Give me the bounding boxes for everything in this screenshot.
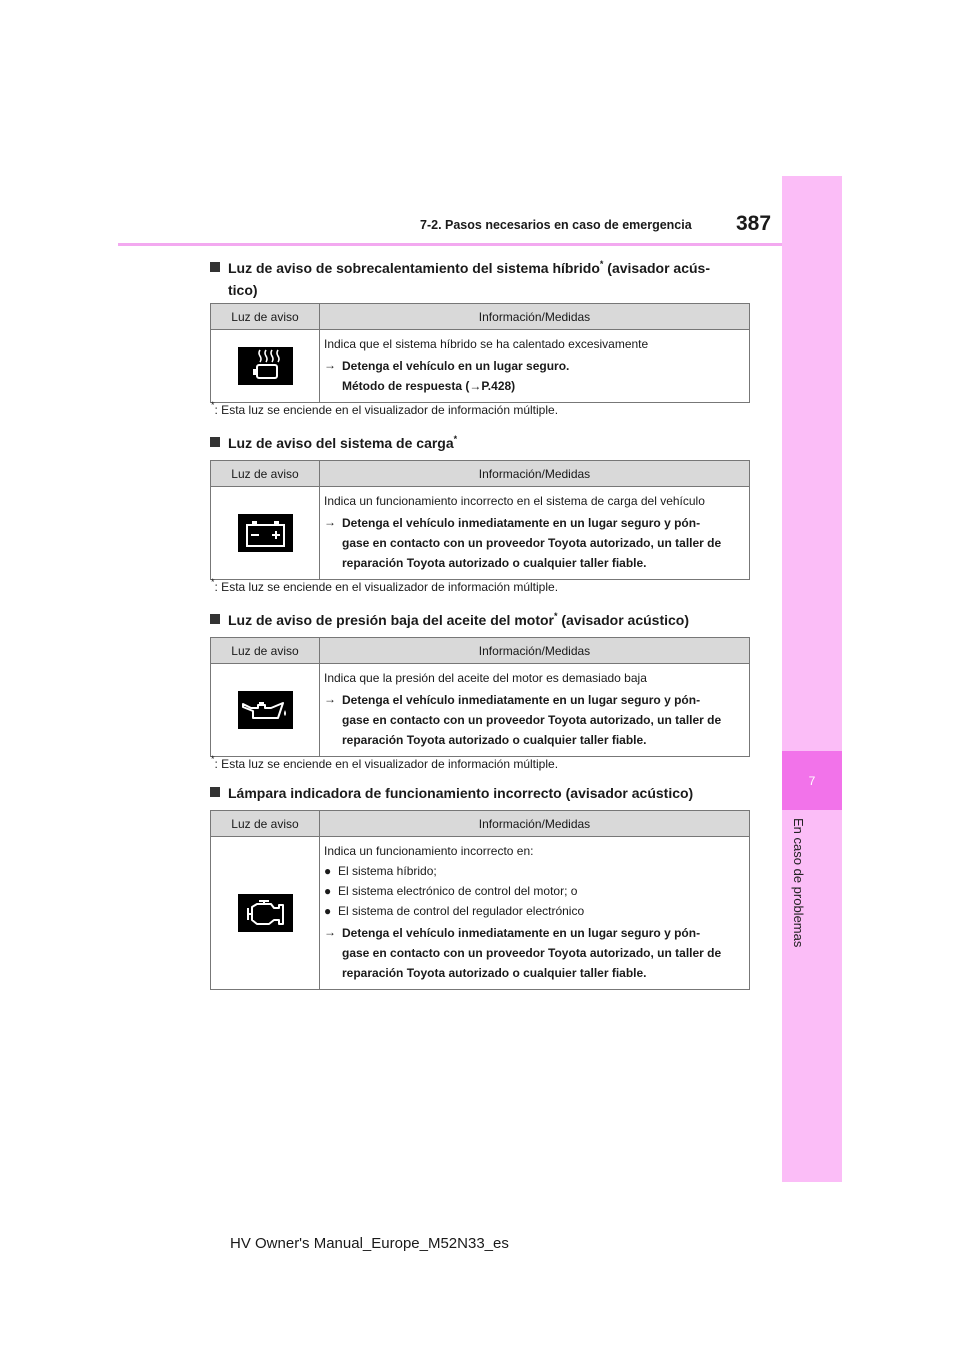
response-reference[interactable]: Método de respuesta (→P.428) [342,379,516,393]
section-title-hybrid-overheat: Luz de aviso de sobrecalentamiento del sistema híbrido* (avisador acús- tico) [210,257,750,301]
square-bullet-icon [210,437,220,447]
chapter-number-tab: 7 [782,751,842,810]
page-number: 387 [736,212,772,235]
arrow-icon: → [324,358,336,372]
col-header-warning-light: Luz de aviso [211,461,320,487]
hybrid-overheat-warning-icon [238,347,293,385]
bullet-dot-icon: ● [324,904,332,918]
col-header-info: Información/Medidas [320,461,750,487]
info-text: Indica un funcionamiento incorrecto en: [324,844,534,858]
square-bullet-icon [210,614,220,624]
check-engine-icon [238,894,293,932]
header-divider [118,243,782,246]
chapter-side-tab [782,176,842,1182]
list-item: ● El sistema de control del regulador electrónico [324,901,744,921]
running-header: 7-2. Pasos necesarios en caso de emergencia [420,218,692,232]
bullet-dot-icon: ● [324,884,332,898]
info-text: Indica que la presión del aceite del motor es demasiado baja [324,671,647,685]
list-item: ● El sistema electrónico de control del motor; o [324,881,744,901]
arrow-icon: → [324,515,336,529]
warning-table-hybrid-overheat: Luz de aviso Información/Medidas Indica que el sistema híbrido se ha calentado excesivamente → Detenga el vehículo en un lugar seguro. Método de respuesta (→P.428) [210,303,750,403]
footnote: *: Esta luz se enciende en el visualizador de información múltiple. [211,754,559,771]
footnote: *: Esta luz se enciende en el visualizador de información múltiple. [211,400,559,417]
col-header-info: Información/Medidas [320,638,750,664]
col-header-warning-light: Luz de aviso [211,304,320,330]
document-footer: HV Owner's Manual_Europe_M52N33_es [230,1235,509,1252]
col-header-info: Información/Medidas [320,811,750,837]
list-item: ● El sistema híbrido; [324,861,744,881]
col-header-info: Información/Medidas [320,304,750,330]
col-header-warning-light: Luz de aviso [211,638,320,664]
col-header-warning-light: Luz de aviso [211,811,320,837]
warning-table-oil-pressure: Luz de aviso Información/Medidas Indica que la presión del aceite del motor es demasiado baja → Detenga el vehículo inmediatamente en un lugar seguro y pón- gase en contacto con un proveedor Toyota autorizado, un taller de reparación Toyota autorizado o cualquier taller fiable. [210,637,750,757]
section-title-oil-pressure: Luz de aviso de presión baja del aceite del motor* (avisador acústico) [210,609,750,631]
section-title-malfunction-lamp: Lámpara indicadora de funcionamiento incorrecto (avisador acústico) [210,782,750,804]
warning-table-malfunction-lamp: Luz de aviso Información/Medidas Indica un funcionamiento incorrecto en: ● El sistema híbrido; ● El sistema electrónico de control del motor; o ● El sistema de control del regulador electrónico → Detenga el vehículo inmediatamente en un lugar seguro y pón- gase en contacto con un proveedor Toyota autorizado, un taller de reparación Toyota autorizado o cualquier taller fiable. [210,810,750,990]
info-text: Indica que el sistema híbrido se ha calentado excesivamente [324,337,649,351]
battery-charge-warning-icon [238,514,293,552]
info-text: Indica un funcionamiento incorrecto en el sistema de carga del vehículo [324,494,705,508]
footnote: *: Esta luz se enciende en el visualizador de información múltiple. [211,577,559,594]
chapter-title-vertical: En caso de problemas [791,818,806,948]
arrow-icon: → [324,925,336,939]
section-title-charging-system: Luz de aviso del sistema de carga* [210,432,750,454]
square-bullet-icon [210,262,220,272]
oil-pressure-warning-icon [238,691,293,729]
bullet-dot-icon: ● [324,864,332,878]
warning-table-charging-system: Luz de aviso Información/Medidas Indica un funcionamiento incorrecto en el sistema de carga del vehículo → Detenga el vehículo inmediatamente en un lugar seguro y pón- gase en contacto con un proveedor Toyota autorizado, un taller de reparación Toyota autorizado o cualquier taller fiable. [210,460,750,580]
arrow-icon: → [324,692,336,706]
square-bullet-icon [210,787,220,797]
